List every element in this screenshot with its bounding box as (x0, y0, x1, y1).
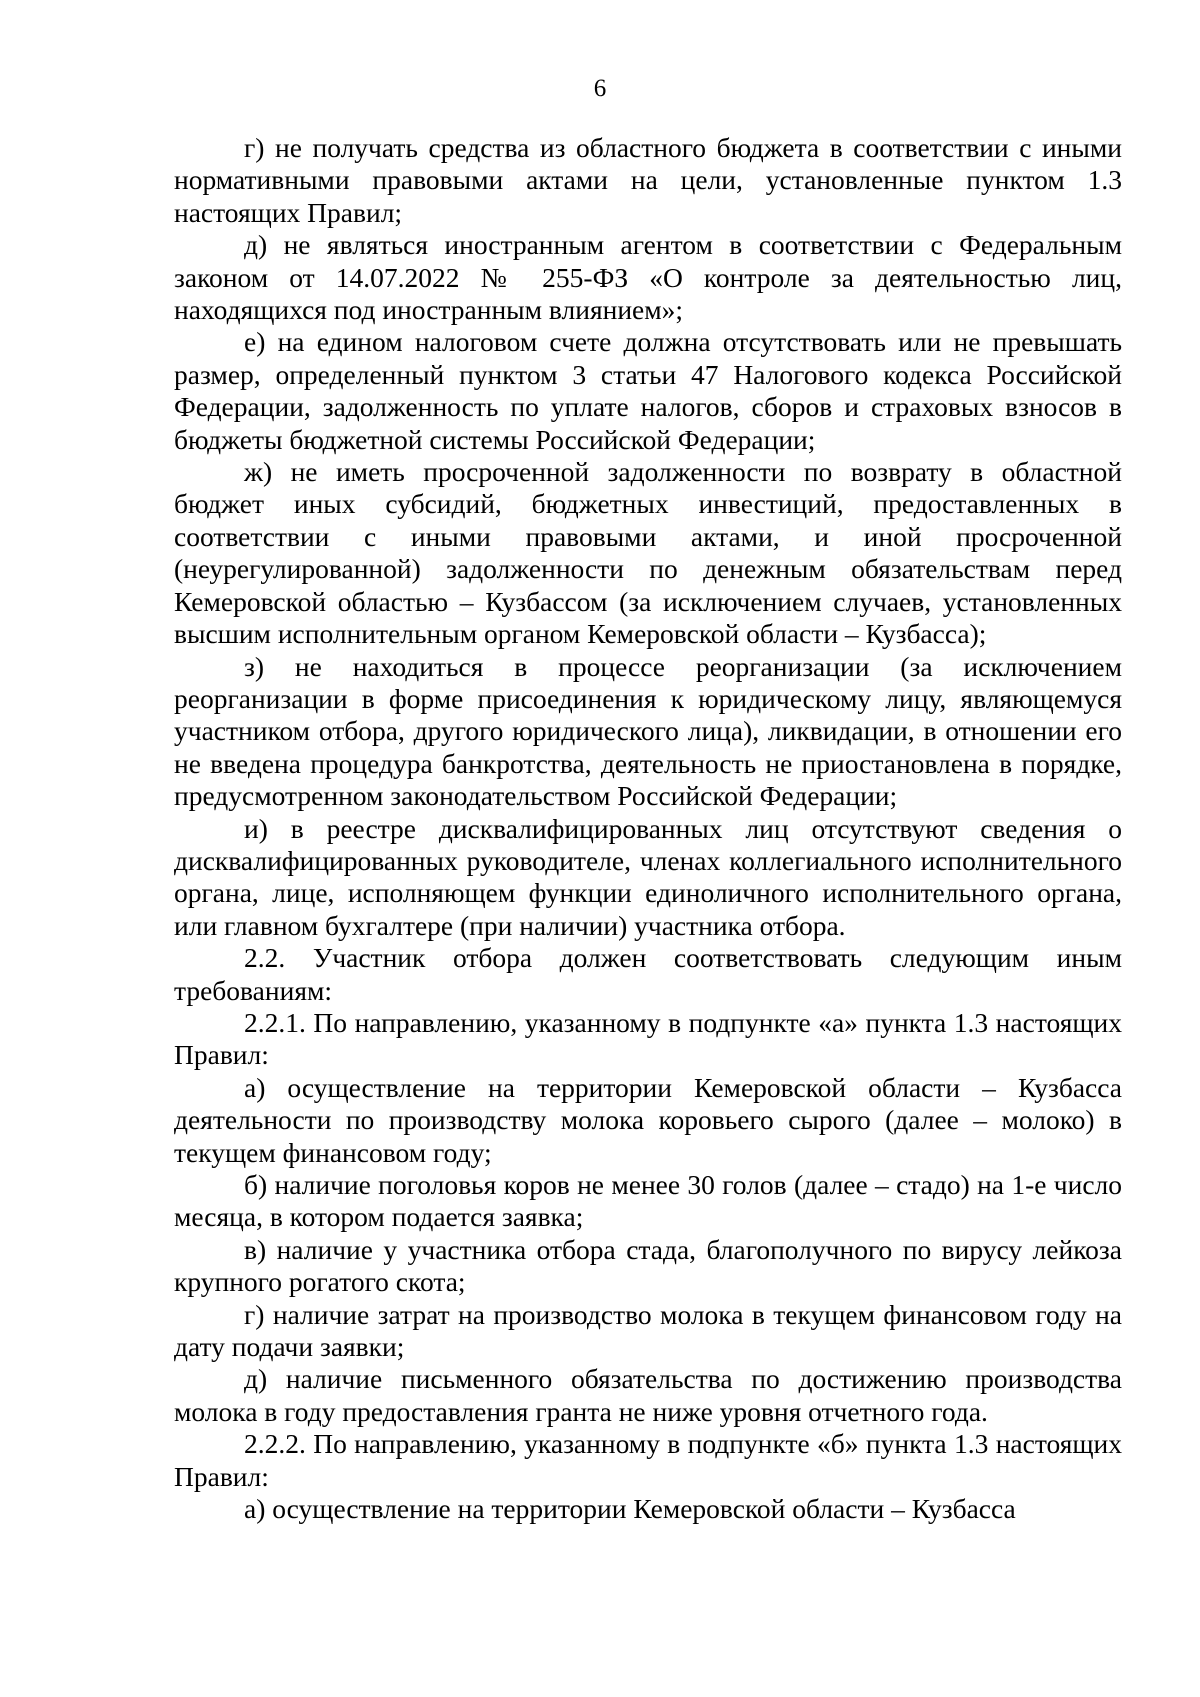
paragraph-g-no-funds: г) не получать средства из областного бюджета в соответствии с иными нормативными правовыми актами на цели, установленные пунктом 1.3 настоящих Правил; (174, 132, 1122, 228)
paragraph-2-2-1-b: б) наличие поголовья коров не менее 30 голов (далее – стадо) на 1-е число месяца, в котором подается заявка; (174, 1169, 1122, 1233)
paragraph-d-foreign-agent: д) не являться иностранным агентом в соответствии с Федеральным законом от 14.07.2022 № 255-ФЗ «О контроле за деятельностью лиц, находящихся под иностранным влиянием»; (174, 229, 1122, 326)
paragraph-2-2-2: 2.2.2. По направлению, указанному в подпункте «б» пункта 1.3 настоящих Правил: (174, 1428, 1122, 1492)
document-body (174, 132, 1122, 1525)
paragraph-2-2-1: 2.2.1. По направлению, указанному в подпункте «а» пункта 1.3 настоящих Правил: (174, 1006, 1122, 1071)
paragraph-2-2: 2.2. Участник отбора должен соответствовать следующим иным требованиям: (174, 942, 1122, 1006)
paragraph-z-reorganization: з) не находиться в процессе реорганизации (за исключением реорганизации в форме присоединения к юридическому лицу, являющемуся участником отбора, другого юридического лица), ликвидации, в отношении его не введена процедура банкротства, деятельность не приостановлена в порядке, предусмотренном законодательством Российской Федерации; (174, 650, 1122, 812)
paragraph-e-tax-account: е) на едином налоговом счете должна отсутствовать или не превышать размер, определенный пунктом 3 статьи 47 Налогового кодекса Российской Федерации, задолженность по уплате налогов, сборов и страховых взносов в бюджеты бюджетной системы Российской Федерации; (174, 326, 1122, 455)
paragraph-2-2-1-d: д) наличие письменного обязательства по достижению производства молока в году предоставления гранта не ниже уровня отчетного года. (174, 1363, 1122, 1427)
paragraph-zh-overdue-debt: ж) не иметь просроченной задолженности по возврату в областной бюджет иных субсидий, бюджетных инвестиций, предоставленных в соответствии с иными правовыми актами, и иной просроченной (неурегулированной) задолженности по денежным обязательствам перед Кемеровской областью – Кузбассом (за исключением случаев, установленных высшим исполнительным органом Кемеровской области – Кузбасса); (174, 456, 1122, 650)
paragraph-2-2-1-v: в) наличие у участника отбора стада, благополучного по вирусу лейкоза крупного рогатого скота; (174, 1233, 1122, 1298)
page-number: 6 (593, 75, 607, 102)
paragraph-2-2-1-a: а) осуществление на территории Кемеровской области – Кузбасса деятельности по производству молока коровьего сырого (далее – молоко) в текущем финансовом году; (174, 1071, 1122, 1168)
paragraph-2-2-1-g: г) наличие затрат на производство молока в текущем финансовом году на дату подачи заявки; (174, 1298, 1122, 1363)
paragraph-i-disqualified-persons: и) в реестре дисквалифицированных лиц отсутствуют сведения о дисквалифицированных руководителе, членах коллегиального исполнительного органа, лице, исполняющем функции единоличного исполнительного органа, или главном бухгалтере (при наличии) участника отбора. (174, 812, 1122, 941)
paragraph-2-2-2-a: а) осуществление на территории Кемеровской области – Кузбасса (244, 1493, 1016, 1525)
